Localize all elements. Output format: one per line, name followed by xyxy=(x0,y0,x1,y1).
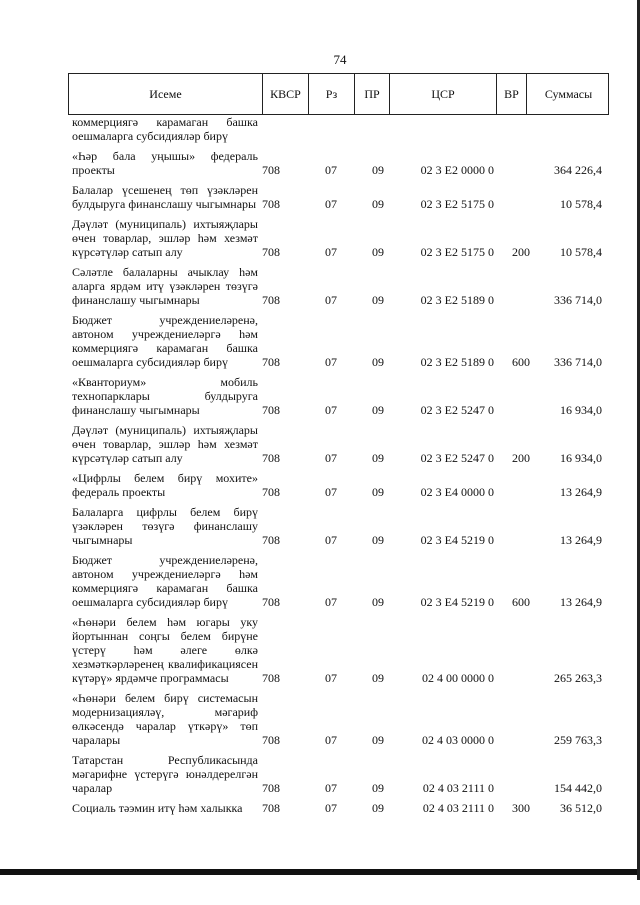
cell-sum: 16 934,0 xyxy=(560,451,602,465)
cell-sum: 336 714,0 xyxy=(554,355,602,369)
cell-sum: 364 226,4 xyxy=(554,163,602,177)
table-row xyxy=(72,471,602,499)
cell-sum: 336 714,0 xyxy=(554,293,602,307)
cell-rz: 07 xyxy=(325,595,337,609)
cell-csr: 02 3 E4 5219 0 xyxy=(420,533,494,547)
column-header-pr: ПР xyxy=(355,74,390,114)
cell-rz: 07 xyxy=(325,781,337,795)
cell-rz: 07 xyxy=(325,671,337,685)
cell-csr: 02 3 E2 5247 0 xyxy=(420,451,494,465)
cell-rz: 07 xyxy=(325,355,337,369)
column-header-sum: Суммасы xyxy=(544,86,593,101)
cell-kvsr: 708 xyxy=(262,293,280,307)
table-row xyxy=(72,553,602,609)
cell-kvsr: 708 xyxy=(262,671,280,685)
table-row xyxy=(72,801,602,815)
cell-sum: 16 934,0 xyxy=(560,403,602,417)
cell-vr: 300 xyxy=(512,801,530,815)
cell-name: «Һөнәри белем бирү системасын модернизацияләү, мәгариф өлкәсендә чаралар үткәрү» төп чаралары xyxy=(72,691,258,747)
cell-pr: 09 xyxy=(372,197,384,211)
column-header-name: Исеме xyxy=(69,74,263,114)
cell-rz: 07 xyxy=(325,533,337,547)
cell-sum: 265 263,3 xyxy=(554,671,602,685)
cell-name: Бюджет учреждениеләренә, автоном учреждениеләргә һәм коммерциягә карамаган башка оешмаларга субсидияләр бирү xyxy=(72,313,258,369)
table-row xyxy=(72,183,602,211)
column-header-kvsr: КВСР xyxy=(263,74,309,114)
cell-kvsr: 708 xyxy=(262,801,280,815)
cell-sum: 10 578,4 xyxy=(560,197,602,211)
table-row xyxy=(72,115,602,143)
cell-name: Дәүләт (муниципаль) ихтыяҗлары өчен товарлар, эшләр һәм хезмәт күрсәтүләр сатып алу xyxy=(72,423,258,465)
cell-csr: 02 4 03 2111 0 xyxy=(422,801,494,815)
cell-name: Дәүләт (муниципаль) ихтыяҗлары өчен товарлар, эшләр һәм хезмәт күрсәтүләр сатып алу xyxy=(72,217,258,259)
cell-rz: 07 xyxy=(325,293,337,307)
table-row xyxy=(72,149,602,177)
cell-pr: 09 xyxy=(372,485,384,499)
cell-sum: 13 264,9 xyxy=(560,485,602,499)
cell-name: Бюджет учреждениеләренә, автоном учреждениеләргә һәм коммерциягә карамаган башка оешмаларга субсидияләр бирү xyxy=(72,553,258,609)
cell-name: «Һөнәри белем һәм югары уку йортыннан соңгы белем бирүне үстерү һәм әлеге өлкә хезмәткәрләренең квалификациясен күтәрү» ярдәмче программасы xyxy=(72,615,258,685)
column-header-vr: ВР xyxy=(497,74,527,114)
cell-name: Социаль тәэмин итү һәм халыкка xyxy=(72,801,243,815)
cell-vr: 200 xyxy=(512,245,530,259)
cell-kvsr: 708 xyxy=(262,485,280,499)
cell-pr: 09 xyxy=(372,801,384,815)
cell-name: «Кванториум» мобиль технопарклары булдыруга финанслашу чыгымнары xyxy=(72,375,258,417)
cell-kvsr: 708 xyxy=(262,355,280,369)
cell-kvsr: 708 xyxy=(262,245,280,259)
cell-sum: 10 578,4 xyxy=(560,245,602,259)
cell-pr: 09 xyxy=(372,355,384,369)
cell-rz: 07 xyxy=(325,451,337,465)
cell-name: «Цифрлы белем бирү мохите» федераль проекты xyxy=(72,471,258,499)
cell-pr: 09 xyxy=(372,733,384,747)
cell-sum: 13 264,9 xyxy=(560,595,602,609)
cell-sum: 36 512,0 xyxy=(560,801,602,815)
cell-rz: 07 xyxy=(325,403,337,417)
table-row xyxy=(72,753,602,795)
cell-sum: 259 763,3 xyxy=(554,733,602,747)
cell-kvsr: 708 xyxy=(262,403,280,417)
table-row xyxy=(72,217,602,259)
cell-name: Балалар үсешенең төп үзәкләрен булдыруга финанслашу чыгымнары xyxy=(72,183,258,211)
table-body xyxy=(72,115,602,821)
cell-csr: 02 3 E2 5175 0 xyxy=(420,197,494,211)
cell-csr: 02 3 E2 5189 0 xyxy=(420,355,494,369)
cell-csr: 02 3 E2 5189 0 xyxy=(420,293,494,307)
cell-csr: 02 4 03 2111 0 xyxy=(422,781,494,795)
cell-kvsr: 708 xyxy=(262,781,280,795)
table-row xyxy=(72,691,602,747)
cell-csr: 02 3 E2 0000 0 xyxy=(420,163,494,177)
cell-csr: 02 3 E4 0000 0 xyxy=(420,485,494,499)
table-header xyxy=(68,73,609,115)
table-row xyxy=(72,505,602,547)
cell-name: Балаларга цифрлы белем бирү үзәкләрен төзүгә финанслашу чыгымнары xyxy=(72,505,258,547)
cell-pr: 09 xyxy=(372,595,384,609)
cell-kvsr: 708 xyxy=(262,733,280,747)
cell-name: Татарстан Республикасында мәгарифне үстерүгә юнәлдерелгән чаралар xyxy=(72,753,258,795)
cell-name: Сәләтле балаларны ачыклау һәм аларга ярдәм итү үзәкләрен төзүгә финанслашу чыгымнары xyxy=(72,265,258,307)
cell-csr: 02 3 E4 5219 0 xyxy=(420,595,494,609)
cell-kvsr: 708 xyxy=(262,451,280,465)
scan-border-bottom xyxy=(0,869,640,875)
cell-rz: 07 xyxy=(325,485,337,499)
cell-pr: 09 xyxy=(372,781,384,795)
cell-rz: 07 xyxy=(325,245,337,259)
cell-rz: 07 xyxy=(325,197,337,211)
cell-kvsr: 708 xyxy=(262,163,280,177)
cell-csr: 02 4 03 0000 0 xyxy=(422,733,494,747)
cell-pr: 09 xyxy=(372,451,384,465)
cell-pr: 09 xyxy=(372,163,384,177)
page-number: 74 xyxy=(333,52,347,67)
cell-pr: 09 xyxy=(372,293,384,307)
cell-csr: 02 3 E2 5175 0 xyxy=(420,245,494,259)
cell-pr: 09 xyxy=(372,245,384,259)
cell-kvsr: 708 xyxy=(262,595,280,609)
table-row xyxy=(72,313,602,369)
table-row xyxy=(72,615,602,685)
cell-name: «Һәр бала уңышы» федераль проекты xyxy=(72,149,258,177)
table-row xyxy=(72,423,602,465)
cell-name: коммерциягә карамаган башка оешмаларга субсидияләр бирү xyxy=(72,115,258,143)
cell-rz: 07 xyxy=(325,733,337,747)
table-row xyxy=(72,375,602,417)
cell-csr: 02 4 00 0000 0 xyxy=(422,671,494,685)
cell-vr: 600 xyxy=(512,595,530,609)
column-header-csr: ЦСР xyxy=(390,74,497,114)
cell-sum: 154 442,0 xyxy=(554,781,602,795)
cell-rz: 07 xyxy=(325,163,337,177)
cell-vr: 600 xyxy=(512,355,530,369)
cell-pr: 09 xyxy=(372,533,384,547)
cell-csr: 02 3 E2 5247 0 xyxy=(420,403,494,417)
cell-sum: 13 264,9 xyxy=(560,533,602,547)
cell-rz: 07 xyxy=(325,801,337,815)
table-row xyxy=(72,265,602,307)
column-header-rz: Рз xyxy=(309,74,355,114)
cell-pr: 09 xyxy=(372,403,384,417)
cell-kvsr: 708 xyxy=(262,197,280,211)
cell-vr: 200 xyxy=(512,451,530,465)
cell-kvsr: 708 xyxy=(262,533,280,547)
cell-pr: 09 xyxy=(372,671,384,685)
